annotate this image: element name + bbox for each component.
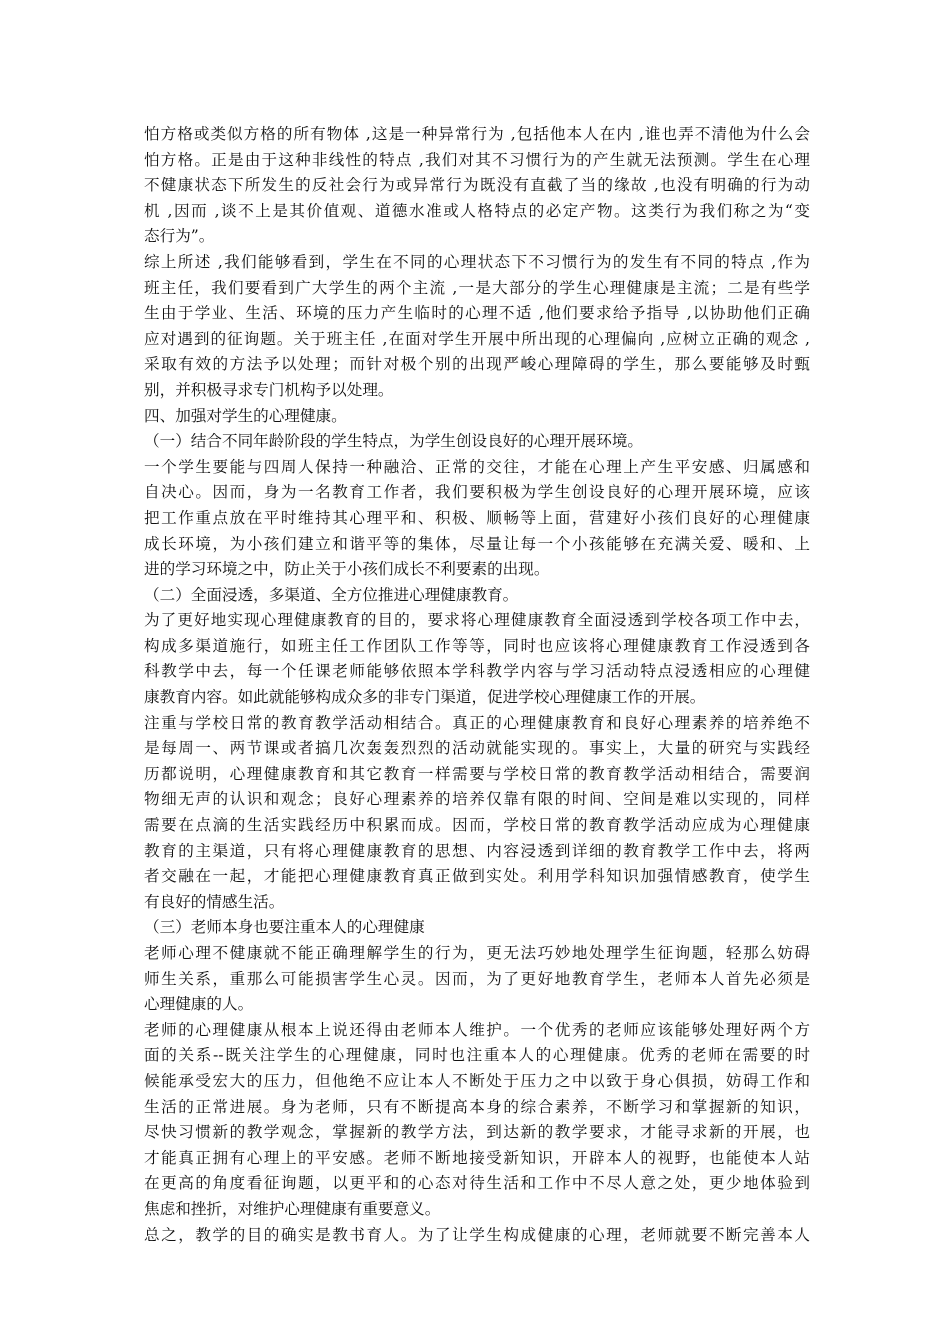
text-line: 自决心。因而，身为一名教育工作者，我们要积极为学生创设良好的心理开展环境，应该 (144, 483, 810, 502)
text-line: 一个学生要能与四周人保持一种融洽、正常的交往，才能在心理上产生平安感、归属感和 (144, 457, 810, 476)
text-line: 生活的正常进展。身为老师，只有不断提高本身的综合素养，不断学习和掌握新的知识， (144, 1097, 810, 1116)
text-line: 班主任，我们要看到广大学生的两个主流 ,一是大部分的学生心理健康是主流；二是有些学 (144, 278, 810, 297)
text-line: 老师心理不健康就不能正确理解学生的行为，更无法巧妙地处理学生征询题，轻那么妨碍 (144, 944, 810, 962)
text-line: 把工作重点放在平时维持其心理平和、积极、顺畅等上面，营建好小孩们良好的心理健康 (144, 508, 810, 527)
text-line: 物细无声的认识和观念；良好心理素养的培养仅靠有限的时间、空间是难以实现的，同样 (144, 790, 810, 809)
text-line: 为了更好地实现心理健康教育的目的，要求将心理健康教育全面浸透到学校各项工作中去， (144, 611, 810, 630)
text-line: 生由于学业、生活、环境的压力产生临时的心理不适 ,他们要求给予指导 ,以协助他们正确 (144, 304, 810, 323)
text-line: 不健康状态下所发生的反社会行为或异常行为既没有直截了当的缘故 ,也没有明确的行为动 (144, 176, 810, 195)
text-line: 焦虑和挫折，对维护心理健康有重要意义。 (144, 1199, 441, 1218)
text-line: 注重与学校日常的教育教学活动相结合。真正的心理健康教育和良好心理素养的培养绝不 (144, 713, 810, 732)
text-line: 康教育内容。如此就能够构成众多的非专门渠道，促进学校心理健康工作的开展。 (144, 688, 706, 707)
text-line: 面的关系--既关注学生的心理健康，同时也注重本人的心理健康。优秀的老师在需要的时 (144, 1046, 810, 1065)
subsection-heading: （三）老师本身也要注重本人的心理健康 (144, 918, 425, 937)
text-line: 应对遇到的征询题。关于班主任 ,在面对学生开展中所出现的心理偏向 ,应树立正确的观念 , (144, 329, 810, 348)
text-line: 总之，教学的目的确实是教书育人。为了让学生构成健康的心理，老师就要不断完善本人 (144, 1225, 810, 1244)
text-line: 科教学中去，每一个任课老师能够依照本学科教学内容与学习活动特点浸透相应的心理健 (144, 662, 810, 681)
text-line: 别，并积极寻求专门机构予以处理。 (144, 380, 394, 399)
text-line: 是每周一、两节课或者搞几次轰轰烈烈的活动就能实现的。事实上，大量的研究与实践经 (144, 739, 810, 758)
text-line: 需要在点滴的生活实践经历中积累而成。因而，学校日常的教育教学活动应成为心理健康 (144, 816, 810, 835)
text-line: 有良好的情感生活。 (144, 892, 285, 911)
text-line: 才能真正拥有心理上的平安感。老师不断地接受新知识，开辟本人的视野，也能使本人站 (144, 1148, 810, 1167)
text-line: 师生关系，重那么可能损害学生心灵。因而，为了更好地教育学生，老师本人首先必须是 (144, 969, 810, 988)
text-line: 怕方格。正是由于这种非线性的特点 ,我们对其不习惯行为的产生就无法预测。学生在心理 (144, 150, 810, 169)
text-line: 在更高的角度看征询题，以更平和的心态对待生活和工作中不尽人意之处，更少地体验到 (144, 1174, 810, 1193)
text-line: 教育的主渠道，只有将心理健康教育的思想、内容浸透到详细的教育教学工作中去，将两 (144, 841, 810, 860)
text-line: 态行为”。 (144, 227, 215, 246)
text-line: 候能承受宏大的压力，但他绝不应让本人不断处于压力之中以致于身心俱损，妨碍工作和 (144, 1071, 810, 1090)
text-line: 尽快习惯新的教学观念，掌握新的教学方法，到达新的教学要求，才能寻求新的开展，也 (144, 1123, 810, 1142)
text-line: 成长环境，为小孩们建立和谐平等的集体，尽量让每一个小孩能够在充满关爱、暖和、上 (144, 534, 810, 553)
subsection-heading: （二）全面浸透，多渠道、全方位推进心理健康教育。 (144, 585, 519, 604)
text-line: 老师的心理健康从根本上说还得由老师本人维护。一个优秀的老师应该能够处理好两个方 (144, 1020, 810, 1039)
text-line: 综上所述 ,我们能够看到，学生在不同的心理状态下不习惯行为的发生有不同的特点 ,作为 (144, 252, 810, 271)
text-line: 怕方格或类似方格的所有物体 ,这是一种异常行为 ,包括他本人在内 ,谁也弄不清他为什么会 (144, 125, 810, 143)
body-text (144, 122, 810, 1248)
text-line: 采取有效的方法予以处理；而针对极个别的出现严峻心理障碍的学生，那么要能够及时甄 (144, 355, 810, 374)
section-heading: 四、加强对学生的心理健康。 (144, 406, 347, 425)
text-line: 历都说明，心理健康教育和其它教育一样需要与学校日常的教育教学活动相结合，需要润 (144, 764, 810, 783)
text-line: 进的学习环境之中，防止关于小孩们成长不利要素的出现。 (144, 560, 550, 579)
text-line: 者交融在一起，才能把心理健康教育真正做到实处。利用学科知识加强情感教育，使学生 (144, 867, 810, 886)
subsection-heading: （一）结合不同年龄阶段的学生特点，为学生创设良好的心理开展环境。 (144, 432, 644, 451)
text-line: 心理健康的人。 (144, 995, 254, 1014)
text-line: 构成多渠道施行，如班主任工作团队工作等等，同时也应该将心理健康教育工作浸透到各 (144, 636, 810, 655)
text-line: 机 ,因而 ,谈不上是其价值观、道德水准或人格特点的必定产物。这类行为我们称之为“变 (144, 201, 810, 220)
